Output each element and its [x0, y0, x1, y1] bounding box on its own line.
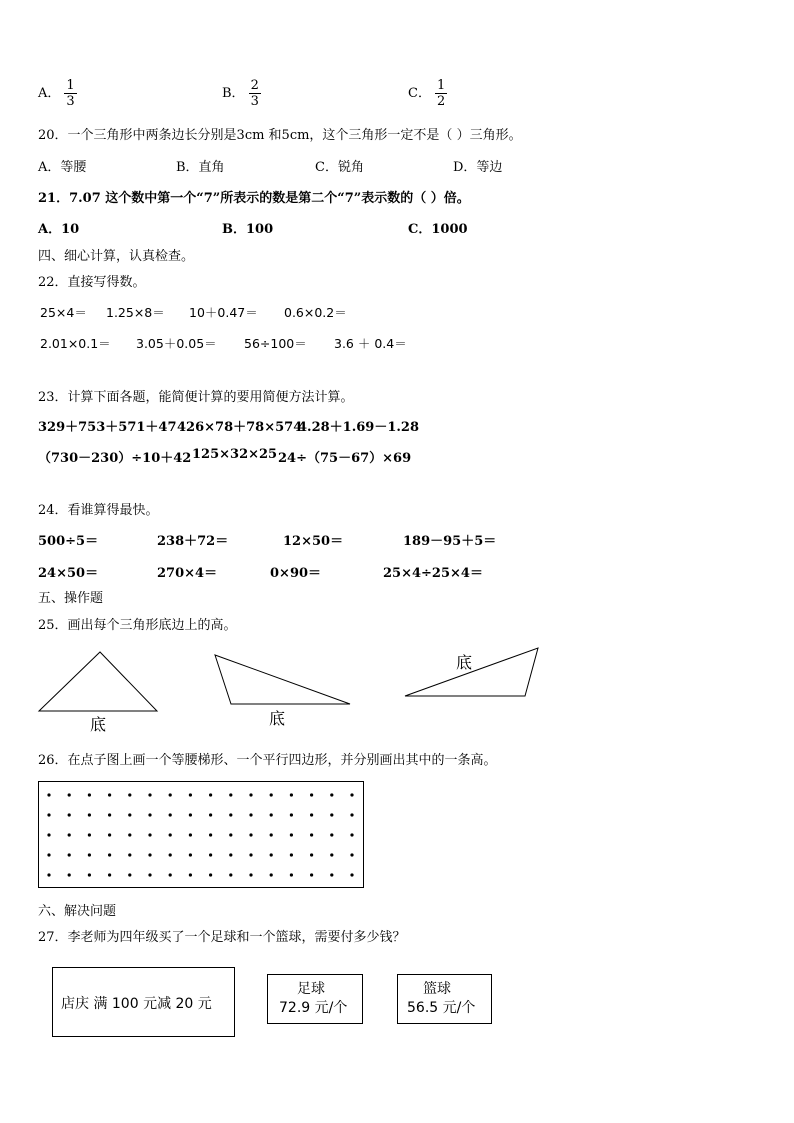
grid-dot [148, 853, 151, 856]
grid-dot [310, 793, 313, 796]
q20-question: 20．一个三角形中两条边长分别是3cm 和5cm，这个三角形一定不是（ ）三角形。 [38, 128, 522, 143]
grid-dot [229, 793, 232, 796]
grid-dot [209, 873, 212, 876]
q25-title: 25．画出每个三角形底边上的高。 [38, 618, 237, 633]
grid-dot [290, 853, 293, 856]
grid-dot [169, 873, 172, 876]
q23-item: 24÷（75－67）×69 [278, 451, 412, 466]
q22-title: 22．直接写得数。 [38, 275, 146, 290]
grid-dot [108, 813, 111, 816]
grid-dot [270, 813, 273, 816]
grid-dot [68, 853, 71, 856]
grid-dot [270, 853, 273, 856]
q22-item: 56÷100＝ [244, 336, 307, 351]
basketball-name: 篮球 [423, 981, 451, 997]
grid-dot [209, 813, 212, 816]
grid-dot [128, 873, 131, 876]
section-4-heading: 四、细心计算，认真检查。 [38, 249, 195, 264]
q19-option-a: A． $\frac{1}{3}$ [38, 78, 75, 109]
grid-dot [47, 833, 50, 836]
grid-dot [108, 833, 111, 836]
grid-dot [229, 873, 232, 876]
grid-dot [229, 813, 232, 816]
q24-item: 12×50＝ [283, 534, 344, 549]
grid-dot [189, 853, 192, 856]
triangle-2-base-label: 底 [269, 709, 286, 728]
q23-item: 426×78＋78×574 [177, 420, 303, 435]
grid-dot [290, 813, 293, 816]
q24-title: 24．看谁算得最快。 [38, 503, 159, 518]
grid-dot [128, 853, 131, 856]
fraction-one-half: $\frac{1}{2}$ [436, 78, 446, 109]
fraction-two-thirds: $\frac{2}{3}$ [250, 78, 259, 109]
grid-dot [169, 813, 172, 816]
grid-dot [169, 853, 172, 856]
q21-option-b: B．100 [222, 222, 274, 237]
q20-option-b: B．直角 [176, 160, 225, 175]
section-5-heading: 五、操作题 [38, 591, 104, 606]
q22-item: 3.6 ＋ 0.4＝ [334, 336, 407, 351]
section-6-heading: 六、解决问题 [38, 904, 117, 919]
grid-dot [249, 873, 252, 876]
q19-option-b: B． $\frac{2}{3}$ [222, 78, 259, 109]
triangle-1 [39, 652, 157, 711]
grid-dot [189, 793, 192, 796]
grid-dot [169, 793, 172, 796]
q22-item: 10＋0.47＝ [189, 305, 258, 320]
grid-dot [88, 833, 91, 836]
grid-dot [47, 873, 50, 876]
grid-dot [189, 813, 192, 816]
grid-dot [330, 793, 333, 796]
grid-dot [350, 793, 353, 796]
q20-option-a: A．等腰 [38, 160, 87, 175]
grid-dot [68, 873, 71, 876]
grid-dot [189, 833, 192, 836]
grid-dot [47, 793, 50, 796]
store-promo-box [52, 967, 235, 1037]
grid-dot [47, 813, 50, 816]
grid-dot [310, 813, 313, 816]
q24-item: 189－95＋5＝ [403, 534, 497, 549]
dot-grid[interactable] [38, 781, 364, 889]
q23-item: 125×32×25 [192, 447, 278, 462]
triangle-2 [215, 655, 350, 704]
q22-item: 25×4＝ [40, 305, 87, 320]
grid-dot [229, 853, 232, 856]
grid-dot [108, 873, 111, 876]
triangle-1-base-label: 底 [90, 715, 107, 734]
grid-dot [148, 873, 151, 876]
q24-item: 500÷5＝ [38, 534, 99, 549]
q21-option-c: C．1000 [408, 222, 468, 237]
basketball-price: 56.5 元/个 [407, 1000, 476, 1016]
grid-dot [148, 793, 151, 796]
grid-dot [68, 793, 71, 796]
q25-triangles [0, 640, 794, 740]
q27-title: 27．李老师为四年级买了一个足球和一个篮球，需要付多少钱？ [38, 930, 406, 945]
grid-dot [310, 833, 313, 836]
grid-dot [148, 833, 151, 836]
grid-dot [310, 873, 313, 876]
grid-dot [270, 793, 273, 796]
q22-item: 3.05＋0.05＝ [136, 336, 217, 351]
grid-dot [169, 833, 172, 836]
grid-dot [310, 853, 313, 856]
football-name: 足球 [297, 981, 325, 997]
grid-dot [249, 833, 252, 836]
grid-dot [290, 793, 293, 796]
grid-dot [128, 793, 131, 796]
q20-option-c: C．锐角 [315, 160, 364, 175]
grid-dot [209, 833, 212, 836]
q24-item: 0×90＝ [270, 566, 322, 581]
grid-dot [108, 853, 111, 856]
q23-item: 329＋753＋571＋47 [38, 420, 177, 435]
store-promo-text: 店庆 满 100 元减 20 元 [61, 996, 212, 1012]
grid-dot [47, 853, 50, 856]
grid-dot [350, 853, 353, 856]
q24-item: 238＋72＝ [157, 534, 229, 549]
grid-dot [68, 813, 71, 816]
grid-dot [108, 793, 111, 796]
grid-dot [270, 833, 273, 836]
fraction-one-third: $\frac{1}{3}$ [66, 78, 75, 109]
grid-dot [88, 873, 91, 876]
grid-dot [330, 833, 333, 836]
grid-dot [68, 833, 71, 836]
q23-item: （730－230）÷10＋42 [38, 451, 192, 466]
grid-dot [249, 853, 252, 856]
grid-dot [229, 833, 232, 836]
grid-dot [350, 813, 353, 816]
q24-item: 24×50＝ [38, 566, 99, 581]
grid-dot [290, 873, 293, 876]
q22-item: 2.01×0.1＝ [40, 336, 111, 351]
grid-dot [270, 873, 273, 876]
basketball-price-box [397, 974, 492, 1024]
grid-dot [290, 833, 293, 836]
q24-item: 270×4＝ [157, 566, 218, 581]
q22-item: 0.6×0.2＝ [284, 305, 347, 320]
football-price: 72.9 元/个 [279, 1000, 348, 1016]
grid-dot [148, 813, 151, 816]
grid-dot [189, 873, 192, 876]
grid-dot [209, 853, 212, 856]
q21-option-a: A．10 [38, 222, 80, 237]
grid-dot [249, 813, 252, 816]
q24-item: 25×4÷25×4＝ [383, 566, 483, 581]
q21-question: 21．7.07 这个数中第一个“7”所表示的数是第二个“7”表示数的（ ）倍。 [38, 191, 470, 206]
grid-dot [209, 793, 212, 796]
q20-option-d: D．等边 [453, 160, 503, 175]
grid-dot [88, 793, 91, 796]
grid-dot [88, 813, 91, 816]
grid-dot [249, 793, 252, 796]
grid-dot [350, 873, 353, 876]
grid-dot [350, 833, 353, 836]
grid-dot [88, 853, 91, 856]
q23-item: 4.28＋1.69－1.28 [298, 420, 419, 435]
q23-title: 23．计算下面各题，能简便计算的要用简便方法计算。 [38, 390, 354, 405]
grid-dot [128, 813, 131, 816]
q26-title: 26．在点子图上画一个等腰梯形、一个平行四边形，并分别画出其中的一条高。 [38, 753, 497, 768]
grid-dot [330, 813, 333, 816]
q22-item: 1.25×8＝ [106, 305, 165, 320]
triangle-3-base-label: 底 [456, 653, 473, 672]
grid-dot [330, 853, 333, 856]
q19-option-c: C． $\frac{1}{2}$ [408, 78, 446, 109]
football-price-box [267, 974, 363, 1024]
grid-dot [128, 833, 131, 836]
grid-dot [330, 873, 333, 876]
